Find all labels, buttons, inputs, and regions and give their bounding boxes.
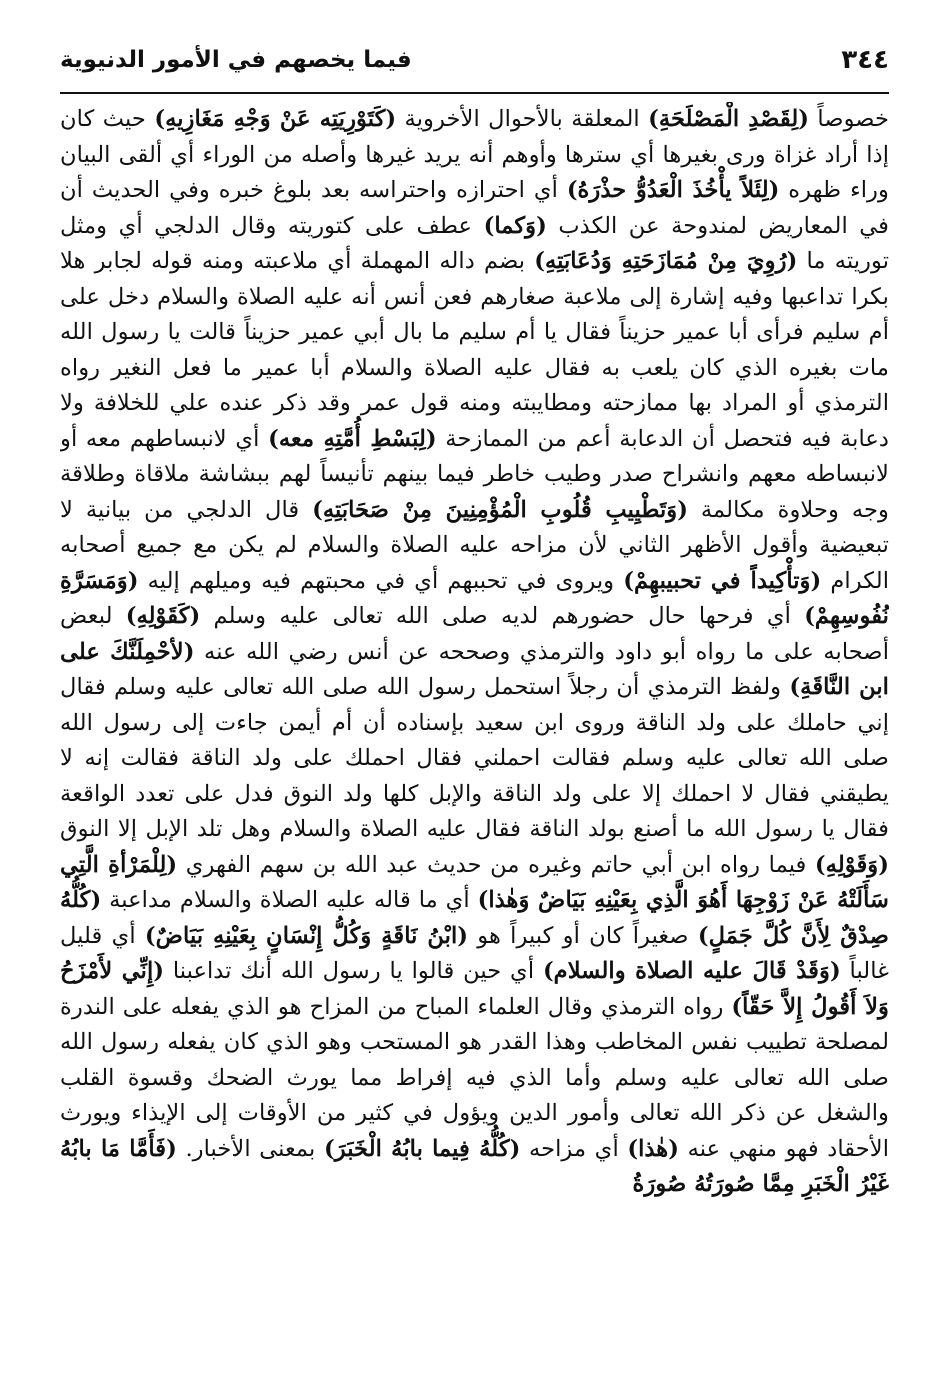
quoted-matn-text: (لِلْمَرْأةِ الَّتِي سَأَلَتْهُ عَنْ زَوْجِهَا أَهُوَ الَّذِي بِعَيْنِهِ بَيَاضٌ وَهٰذا) <box>60 851 889 913</box>
running-title: فيما يخصهم في الأمور الدنيوية <box>60 47 412 73</box>
quoted-matn-text: (كُلُّهُ فِيما بابُهُ الْخَبَرَ) <box>323 1135 521 1162</box>
commentary-text: صغيراً كان أو كبيراً هو <box>468 922 698 949</box>
quoted-matn-text: (وَمَسَرَّةِ نُفُوسِهِمْ) <box>60 567 889 629</box>
commentary-text: أي ما قاله عليه الصلاة والسلام مداعبة <box>101 887 478 913</box>
quoted-matn-text: (كَقَوْلِهِ) <box>125 603 201 629</box>
commentary-text: فيما رواه ابن أبي حاتم وغيره من حديث عبد الله بن سهم الفهري <box>177 851 815 878</box>
commentary-text: عطف على كتوريته وقال الدلجي أي ومثل توريته ما <box>60 212 889 274</box>
commentary-text: لبعض أصحابه على ما رواه أبو داود والترمذي وصححه عن أنس رضي الله عنه <box>60 603 889 665</box>
commentary-text: قال الدلجي من بيانية لا تبعيضية وأقول الأظهر الثاني لأن مزاحه عليه الصلاة والسلام لم يكن مع جميع أصحابه الكرام <box>60 496 889 594</box>
commentary-text: أي قليل غالباً <box>60 922 889 984</box>
commentary-text: رواه الترمذي وقال العلماء المباح من المزاح هو الذي يفعله على الندرة لمصلحة تطييب نفس المخاطب وهذا القدر هو المستحب وهو الذي كان يفعله رسول الله صلى الله تعالى عليه وسلم وأما الذي فيه إفراط مما يورث الضحك وقسوة القلب والشغل عن ذكر الله تعالى وأمور الدين ويؤول في كثير من الأوقات إلى الإيذاء ويورث الأحقاد فهو منهي عنه <box>60 993 889 1162</box>
quoted-matn-text: (وَتَطْيِيبِ قُلُوبِ الْمُؤْمِنِينَ مِنْ صَحَابَتِهِ) <box>312 496 688 523</box>
commentary-text: ويروى في تحببهم أي في محبتهم فيه وميلهم إليه <box>138 567 624 594</box>
commentary-text: المعلقة بالأحوال الأخروية <box>396 106 649 132</box>
commentary-text: بمعنى الأخبار. <box>176 1135 324 1162</box>
quoted-matn-text: (كَتَوْرِيَتِه عَنْ وَجْهِ مَغَازِيهِ) <box>154 106 397 132</box>
commentary-text: أي مزاحه <box>520 1135 628 1162</box>
header-divider <box>60 92 889 94</box>
quoted-matn-text: (ابْنُ نَاقَةٍ وَكُلُّ إِنْسَانٍ بِعَيْنِهِ بَيَاضٌ) <box>144 922 469 949</box>
commentary-text: أي حين قالوا يا رسول الله أنك تداعبنا <box>164 958 543 984</box>
quoted-matn-text: (رُوِيَ مِنْ مُمَازَحَتِهِ وَدُعَابَتِهِ) <box>534 248 798 274</box>
quoted-matn-text: (لأحْمِلَنَّكَ على ابن النَّاقَةِ) <box>60 638 889 700</box>
commentary-text: حيث كان إذا أراد غزاة ورى بغيرها أي سترها وأوهم أنه يريد غيرها وأصله من الوراء أي ألقى البيان وراء ظهره <box>60 106 889 203</box>
commentary-text: أي لانبساطهم معه أو لانبساطه معهم وانشراح صدر وطيب خاطر فيما بينهم تأنيساً لهم ببشاشة ملاقاة وطلاقة وجه وحلاوة مكالمة <box>60 425 889 523</box>
commentary-text: أي فرحها حال حضورهم لديه صلى الله تعالى عليه وسلم <box>200 603 805 629</box>
running-head <box>60 30 889 90</box>
body-paragraph <box>60 102 889 1364</box>
quoted-matn-text: (هٰذا) <box>627 1135 679 1162</box>
commentary-text: ولفظ الترمذي أن رجلاً استحمل رسول الله صلى الله تعالى عليه وسلم فقال إني حاملك على ولد الناقة وروى ابن سعيد بإسناده أن أم أيمن جاءت إلى رسول الله صلى الله تعالى عليه وسلم فقالت احملني فقال احملك على ولد الناقة فقالت إنه لا يطيقني فقال لا احملك إلا على ولد الناقة والإبل كلها ولد النوق فدل على تعدد الواقعة فقال يا رسول الله ما أصنع بولد الناقة فقال عليه الصلاة والسلام وهل تلد الإبل إلا النوق <box>60 674 889 842</box>
quoted-matn-text: (وَقَوْلِهِ) <box>814 851 889 878</box>
quoted-matn-text: (فَأَمَّا مَا بابُهُ غَيْرُ الْخَبَرِ مِمَّا صُورَتُهُ صُورَةُ <box>60 1135 889 1197</box>
quoted-matn-text: (وَتأْكِيداً في تحبيبهِمْ) <box>623 567 822 594</box>
quoted-matn-text: (لِئَلاً يأْخُذَ الْعَدُوُّ حذْرَهُ) <box>566 177 780 203</box>
quoted-matn-text: (كُلُّهُ صِدْقٌ لِأَنَّ كُلَّ جَمَلٍ) <box>60 887 889 949</box>
commentary-text: خصوصاً <box>809 106 889 132</box>
quoted-matn-text: (لِقَصْدِ الْمَصْلَحَةِ) <box>648 106 809 132</box>
commentary-text: أي احترازه واحتراسه بعد بلوغ خبره وفي الحديث أن في المعاريض لمندوحة عن الكذب <box>60 177 889 239</box>
quoted-matn-text: (إِنِّي لأَمْزَحُ وَلاَ أَقُولُ إِلاَّ حَقّاً) <box>60 958 889 1020</box>
page-number: ٣٤٤ <box>841 45 889 75</box>
quoted-matn-text: (وَكما) <box>483 212 547 239</box>
commentary-text: بضم داله المهملة أي ملاعبته ومنه قوله لجابر هلا بكرا تداعبها وفيه إشارة إلى ملاعبة صغارهم فعن أنس أنه عليه الصلاة والسلام دخل على أم سليم فرأى أبا عمير حزيناً فقال يا أم سليم ما بال أبي عمير حزيناً قالت يا رسول الله مات بغيره الذي كان يلعب به فقال عليه الصلاة والسلام أبا عمير ما فعل النغير رواه الترمذي أو المراد بها ممازحته ومطايبته ومنه قول عمر وقد ذكر عنده علي للخلافة ولا دعابة فيه فتحصل أن الدعابة أعم من الممازحة <box>60 248 889 452</box>
quoted-matn-text: (وَقَدْ قَالَ عليه الصلاة والسلام) <box>542 958 841 984</box>
quoted-matn-text: (لِبَسْطِ أُمَّتِهِ معه) <box>268 425 437 452</box>
